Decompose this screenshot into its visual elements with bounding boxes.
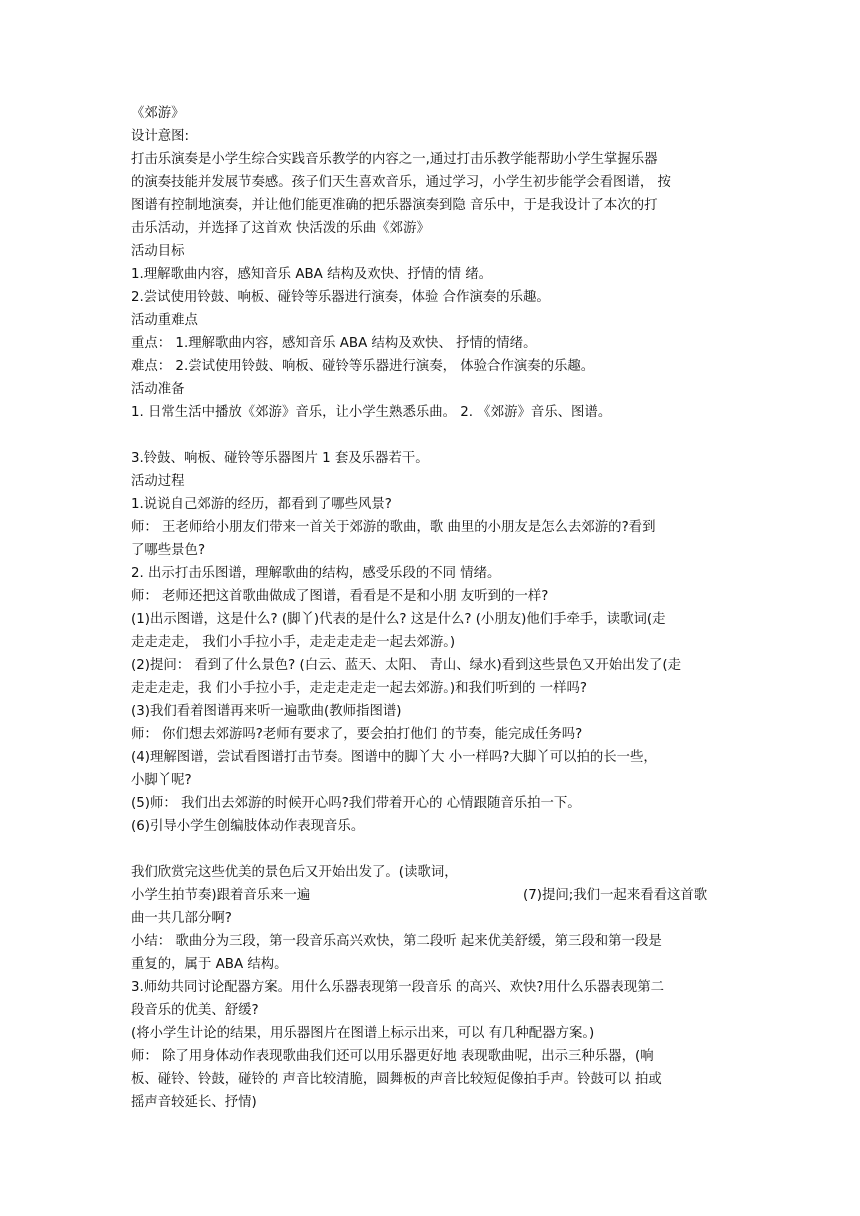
text-line: 打击乐演奏是小学生综合实践音乐教学的内容之一,通过打击乐教学能帮助小学生掌握乐器: [131, 152, 658, 167]
text-line: (4)理解图谱，尝试看图谱打击节奏。图谱中的脚丫大 小一样吗?大脚丫可以拍的长一些，: [131, 750, 657, 765]
text-line: 3.铃鼓、响板、碰铃等乐器图片 1 套及乐器若干。: [131, 451, 429, 466]
text-line: 1. 日常生活中播放《郊游》音乐，让小学生熟悉乐曲。 2. 《郊游》音乐、图谱。: [131, 405, 612, 420]
doc-title: 《郊游》: [131, 106, 185, 121]
text-line: 摇声音较延长、抒情): [131, 1095, 257, 1110]
text-line: 我们欣赏完这些优美的景色后又开始出发了。(读歌词，: [131, 865, 458, 880]
text-line: 难点： 2.尝试使用铃鼓、响板、碰铃等乐器进行演奏， 体验合作演奏的乐趣。: [131, 359, 595, 374]
text-line: 小学生拍节奏)跟着音乐来一遍: [131, 888, 311, 903]
text-line: 师： 王老师给小朋友们带来一首关于郊游的歌曲，歌 曲里的小朋友是怎么去郊游的?看到: [131, 520, 656, 535]
text-line: 小结： 歌曲分为三段，第一段音乐高兴欢快，第二段听 起来优美舒缓，第三段和第一段是: [131, 934, 662, 949]
text-line: 3.师幼共同讨论配器方案。用什么乐器表现第一段音乐 的高兴、欢快?用什么乐器表现第二: [131, 980, 664, 995]
text-line: (3)我们看着图谱再来听一遍歌曲(教师指图谱): [131, 704, 402, 719]
text-line: 设计意图:: [131, 129, 190, 144]
section-heading: 活动目标: [131, 244, 185, 259]
text-line: (7)提问;我们一起来看看这首歌: [523, 888, 708, 903]
section-heading: 活动准备: [131, 382, 185, 397]
section-heading: 活动重难点: [131, 313, 198, 328]
text-line: (1)出示图谱，这是什么? (脚丫)代表的是什么? 这是什么? (小朋友)他们手牵手，读歌词(走: [131, 612, 666, 627]
text-line: 2. 出示打击乐图谱，理解歌曲的结构，感受乐段的不同 情绪。: [131, 566, 501, 581]
text-line: (6)引导小学生创编肢体动作表现音乐。: [131, 819, 365, 834]
text-line: 2.尝试使用铃鼓、响板、碰铃等乐器进行演奏，体验 合作演奏的乐趣。: [131, 290, 550, 305]
text-line: 小脚丫呢?: [131, 773, 192, 788]
text-line: 1.理解歌曲内容，感知音乐 ABA 结构及欢快、抒情的情 绪。: [131, 267, 493, 282]
section-heading: 活动过程: [131, 474, 185, 489]
text-line: 走走走走， 我们小手拉小手，走走走走走一起去郊游。): [131, 635, 456, 650]
text-line: 击乐活动，并选择了这首欢 快活泼的乐曲《郊游》: [131, 221, 430, 236]
text-line: 了哪些景色?: [131, 543, 206, 558]
text-line: 板、碰铃、铃鼓，碰铃的 声音比较清脆，圆舞板的声音比较短促像拍手声。铃鼓可以 拍或: [131, 1072, 662, 1087]
text-line: 师： 老师还把这首歌曲做成了图谱，看看是不是和小朋 友听到的一样?: [131, 589, 549, 604]
text-line: 的演奏技能并发展节奏感。孩子们天生喜欢音乐，通过学习，小学生初步能学会看图谱， 按: [131, 175, 671, 190]
text-line: (将小学生计论的结果，用乐器图片在图谱上标示出来，可以 有几种配器方案。): [131, 1026, 595, 1041]
text-line: 曲一共几部分啊?: [131, 911, 232, 926]
text-line: 师： 你们想去郊游吗?老师有要求了，要会拍打他们 的节奏，能完成任务吗?: [131, 727, 583, 742]
text-line: 走走走走，我 们小手拉小手，走走走走走一起去郊游。)和我们听到的 一样吗?: [131, 681, 588, 696]
text-line: 重复的，属于 ABA 结构。: [131, 957, 288, 972]
text-line: 1.说说自己郊游的经历，都看到了哪些风景?: [131, 497, 392, 512]
text-line: 重点： 1.理解歌曲内容，感知音乐 ABA 结构及欢快、 抒情的情绪。: [131, 336, 537, 351]
text-line: 师： 除了用身体动作表现歌曲我们还可以用乐器更好地 表现歌曲呢，出示三种乐器，(响: [131, 1049, 654, 1064]
text-line: (2)提问： 看到了什么景色? (白云、蓝天、太阳、 青山、绿水)看到这些景色又开始出发了(走: [131, 658, 681, 673]
text-line: 段音乐的优美、舒缓?: [131, 1003, 259, 1018]
text-line: (5)师： 我们出去郊游的时候开心吗?我们带着开心的 心情跟随音乐拍一下。: [131, 796, 581, 811]
text-line: 图谱有控制地演奏，并让他们能更准确的把乐器演奏到隐 音乐中，于是我设计了本次的打: [131, 198, 658, 213]
